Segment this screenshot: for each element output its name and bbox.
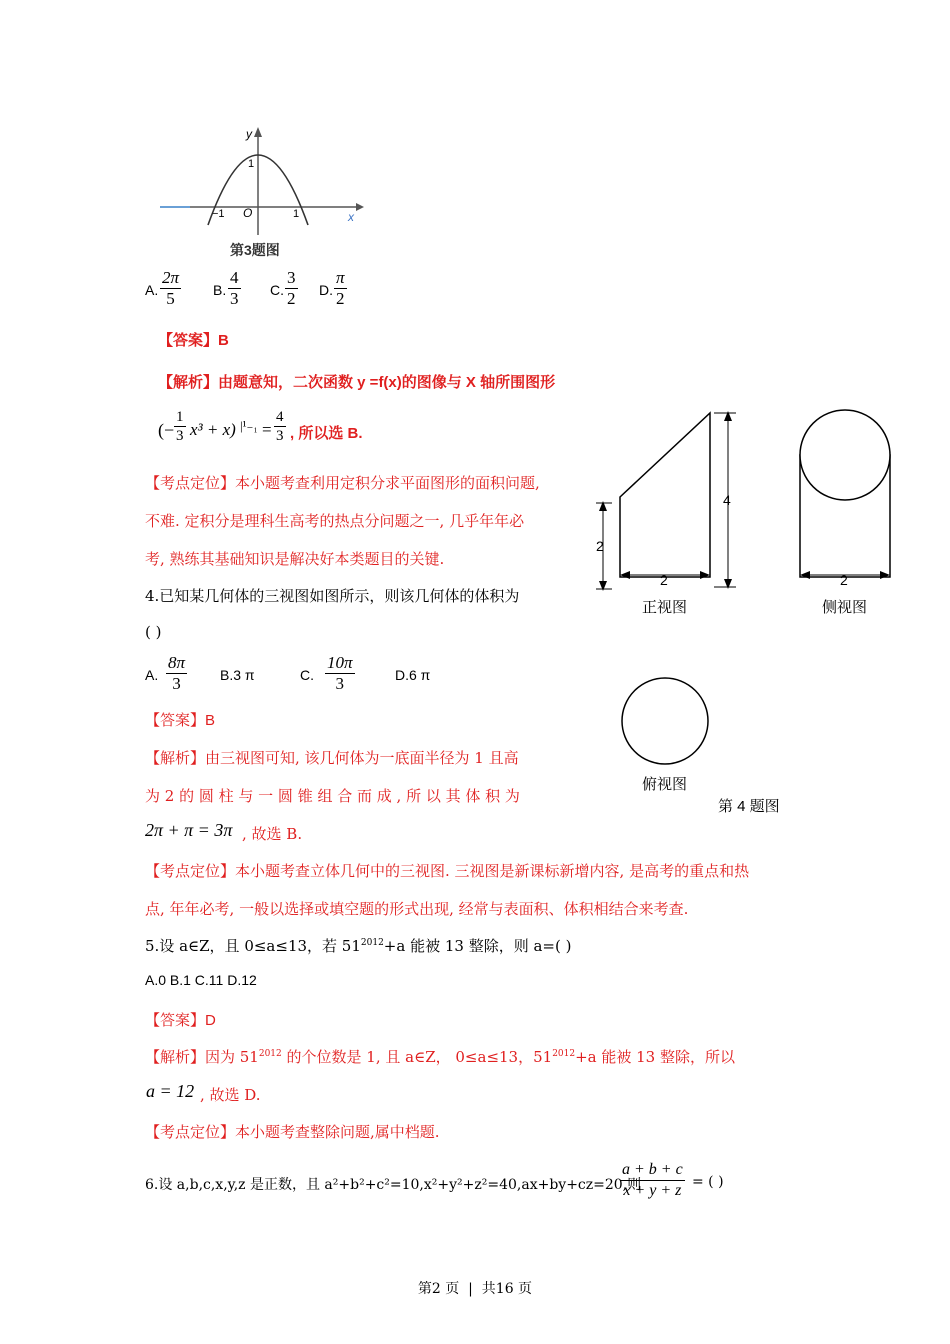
q4-answer: 【答案】B [145,712,216,729]
q3-formula-coef: $\frac{1}{3}$ [176,409,184,444]
q3-option-d-prefix: D. [319,282,333,298]
three-view-figure [590,405,920,820]
x-tick-neg-one: −1 [212,208,225,220]
side-view-circle [800,410,890,500]
dim-4-label: 4 [723,492,731,508]
q4-kaodian-line-1: 【考点定位】本小题考查立体几何中的三视图. 三视图是新课标新增内容, 是高考的重点和热 [145,862,750,880]
q3-option-c-prefix: C. [270,282,284,298]
q5-answer: 【答案】D [145,1012,216,1029]
q6-tail: = ( ) [692,1174,724,1190]
origin-label: O [243,206,253,220]
dim-2-front-arrow-right [700,571,710,579]
q4-option-a-prefix: A. [145,667,159,683]
dim-2-side-arrow-right [880,571,890,579]
q3-kaodian-line-2: 不难. 定积分是理科生高考的热点分问题之一, 几乎年年必 [145,512,525,530]
q4-option-c-fraction: $\frac{10\pi}{3}$ [327,653,353,693]
q3-analysis: 【解析】由题意知，二次函数 y =f(x)的图像与 X 轴所围图形 [158,374,556,391]
q4-stem: 4.已知某几何体的三视图如图所示，则该几何体的体积为 [145,587,520,605]
front-view-label: 正视图 [642,599,688,616]
q4-analysis-line-2: 为 2 的 圆 柱 与 一 圆 锥 组 合 而 成 , 所 以 其 体 积 为 [145,787,520,805]
q3-figure-caption: 第3题图 [230,242,280,258]
q5-stem: 5.设 a∈Z，且 0≤a≤13，若 $51^{2012}+a$ 能被 13 整除，则 a=( ) [145,937,572,955]
q4-option-c-prefix: C. [300,667,314,683]
q5-kaodian: 【考点定位】本小题考查整除问题,属中档题. [145,1123,440,1141]
q4-analysis-line-1: 【解析】由三视图可知, 该几何体为一底面半径为 1 且高 [145,749,519,767]
q6-stem: 6.设 a,b,c,x,y,z 是正数，且 a²+b²+c²=10,x²+y²+z²=40,ax+by+cz=20,则 [145,1177,642,1193]
q4-option-a-fraction: $\frac{8\pi}{3}$ [168,653,186,693]
dim-2-side-label: 2 [840,572,848,588]
q4-figure-caption: 第 4 题图 [718,798,780,815]
q3-option-b-prefix: B. [213,282,227,298]
dim-2-front-arrow-left [620,571,630,579]
q3-option-c-fraction: $\frac{3}{2}$ [287,268,296,308]
x-axis-label: x [348,210,354,224]
q4-option-d: D.6 π [395,667,431,683]
q5-formula-tail: , 故选 D. [200,1086,261,1104]
side-view-label: 侧视图 [822,599,868,616]
q5-options: A.0 B.1 C.11 D.12 [145,972,257,988]
q5-analysis: 【解析】因为 $51^{2012}$ 的个位数是 1, 且 a∈Z， 0≤a≤13，$51^{2012}+a$ 能被 13 整除，所以 [145,1048,735,1066]
q4-kaodian-line-2: 点, 年年必考, 一般以选择或填空题的形式出现, 经常与表面积、体积相结合来考查. [145,900,689,918]
q3-option-b-fraction: $\frac{4}{3}$ [230,268,239,308]
q3-kaodian-line-3: 考, 熟练其基础知识是解决好本类题目的关键. [145,550,445,568]
y-axis-arrow [254,127,262,137]
y-tick-one: 1 [248,158,255,170]
q3-option-d-fraction: $\frac{\pi}{2}$ [336,268,345,308]
q3-kaodian-line-1: 【考点定位】本小题考查利用定积分求平面图形的面积问题, [145,474,540,492]
top-view-circle [622,678,708,764]
q5-formula: a = 12 [146,1081,195,1101]
y-axis-label: y [246,127,252,141]
dim-2-left-label: 2 [596,538,604,554]
q3-option-a-prefix: A. [145,282,159,298]
x-tick-one: 1 [293,208,300,220]
parabola-graph [160,125,370,265]
q3-answer: 【答案】B [158,332,229,349]
q4-option-b: B.3 π [220,667,255,683]
dim-2-front-label: 2 [660,572,668,588]
q4-answer-paren: ( ) [145,623,162,641]
q6-fraction: $\frac{a + b + c}{x + y + z}$ [622,1161,683,1199]
front-view-shape [620,413,710,577]
q3-formula-result: $\frac{4}{3}$ [276,409,284,444]
q4-formula-tail: , 故选 B. [242,825,303,843]
q3-option-a-fraction: $\frac{2\pi}{5}$ [162,268,180,308]
dim-2-side-arrow-left [800,571,810,579]
top-view-label: 俯视图 [642,776,688,793]
page-footer: 第2 页 | 共16 页 [417,1281,533,1297]
x-axis-arrow [356,203,364,211]
q4-formula: 2π + π = 3π [145,820,233,840]
